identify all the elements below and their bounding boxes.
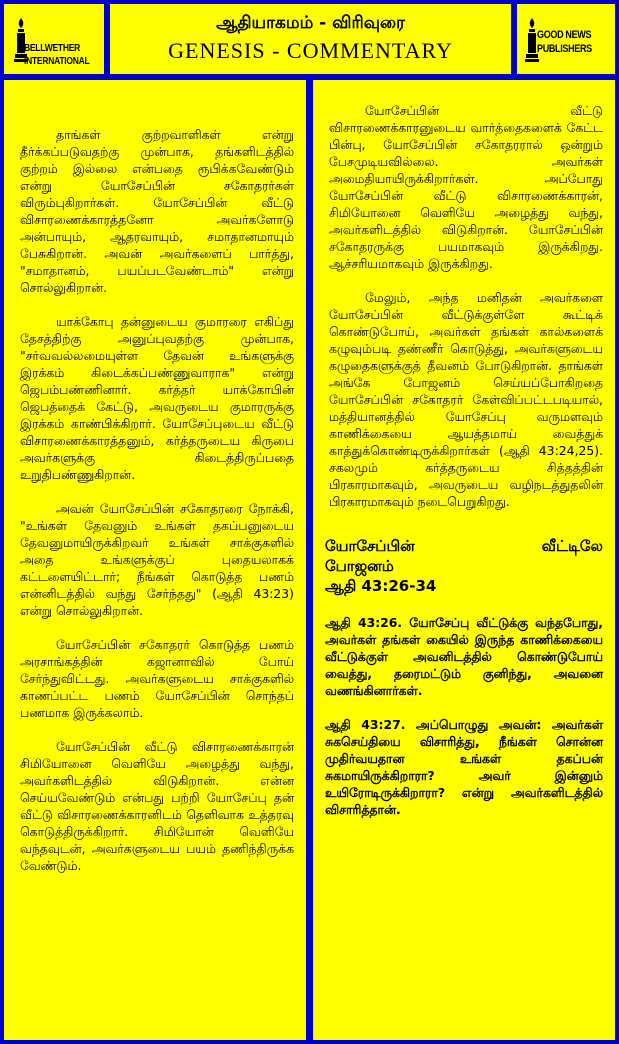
logo-bellwether [4,4,104,74]
verse: ஆதி 43:26. யோசேப்பு வீட்டுக்கு வந்தபோது, அவர்கள் தங்கள் கையில் இருந்த காணிக்கையை வீட்டுக்குள் அவனிடத்தில் கொண்டுபோய் வைத்து, தரைமட்டும் குனிந்து, அவனை வணங்கினார்கள். [325,615,603,698]
section-heading-ref: ஆதி 43:26-34 [325,577,437,595]
logo-right-line2: PUBLISHERS [537,43,592,55]
logo-left-line2: INTERNATIONAL [24,56,90,67]
title-tamil: ஆதியாகமம் - விரிவுரை [216,13,405,33]
paragraph: யாக்கோபு தன்னுடைய குமாரரை எகிப்து தேசத்திற்கு அனுப்புவதற்கு முன்பாக, "சர்வவல்லமையுள்ள தேவன் உங்களுக்கு இரக்கம் கிடைக்கப்பண்ணுவாராக" என்று ஜெபம்பண்ணினார். கர்த்தர் யாக்கோபின் ஜெபத்தைக் கேட்டு, அவருடைய குமாரருக்கு இரக்கம் காண்பிக்கிறார். யோசேப்புடைய வீட்டு விசாரணைக்காரத்தனும், கர்த்தருடைய கிருபை அவர்களுக்கு கிடைத்திருப்பதை உறுதிபண்ணுகிறான். [20,314,294,482]
paragraph: யோசேப்பின் சகோதரர் கொடுத்த பணம் அரசாங்கத்தின் கஜானாவில் போய் சேர்ந்துவிட்டது. அவர்களுடைய சாக்குகளில் காணப்பட்ட பணம் யோசேப்பின் சொந்தப் பணமாக இருக்கலாம். [20,637,294,720]
verse: ஆதி 43:27. அப்பொழுது அவன்: அவர்கள் சுகசெய்தியை விசாரித்து, நீங்கள் சொன்ன முதிர்வயதான உங்கள் தகப்பன் சுகமாயிருக்கிறாரா? அவர் இன்னும் உயிரோடிருக்கிறாரா? என்று அவர்களிடத்தில் விசாரித்தான். [325,717,603,817]
header-title [110,4,511,74]
logo-right-text [537,28,592,56]
logo-left-text [24,42,89,68]
title-english: GENESIS - COMMENTARY [168,38,453,63]
paragraph: மேலும், அந்த மனிதன் அவர்களை யோசேப்பின் வீட்டுக்குள்ளே கூட்டிக் கொண்டுபோய், அவர்கள் தங்கள் கால்களைக் கழுவும்படி தண்ணீர் கொடுத்து, அவர்களுடைய கழுதைகளுக்குத் தீவனம் போடுகிறான். தாங்கள் அங்கே போஜனம் செய்யப்போகிறதை யோசேப்பின் சகோதரர் கேள்விப்பட்டபடியால், மத்தியானத்தில் யோசேப்பு வருமளவும் காணிக்கையை ஆயத்தமாய் வைத்துக் காத்துக்கொண்டிருக்கிறார்கள் (ஆதி 43:24,25). சகலமும் கர்த்தருடைய சித்தத்தின் பிரகாரமாகவும், அவருடைய வழிநடத்துதலின் பிரகாரமாகவும் நடைபெறுகிறது. [329,290,603,509]
paragraph: யோசேப்பின் வீட்டு விசாரணைக்காரனுடைய வார்த்தைகளைக் கேட்ட பின்பு, யோசேப்பின் சகோதரரால் ஒன்றும் பேசமுடியவில்லை. அவர்கள் அமைதியாயிருக்கிறார்கள். அப்போது யோசேப்பின் வீட்டு விசாரணைக்காரன், சிமியோனை வெளியே அழைத்து வந்து, அவர்களிடத்தில் விடுகிறான். யோசேப்பின் சகோதரருக்கு பயமாகவும் இருக்கிறது. ஆச்சரியமாகவும் இருக்கிறது. [329,103,603,271]
right-column [313,80,615,1040]
paragraph: யோசேப்பின் வீட்டு விசாரணைக்காரன் சிமியோனை வெளியே அழைத்து வந்து, அவர்களிடத்தில் விடுகிறான். என்ன செய்யவேண்டும் என்பது பற்றி யோசேப்பு தன் வீட்டு விசாரணைக்காரனிடம் தெளிவாக உத்தரவு கொடுத்திருக்கிறார். சிமியோன் வெளியே வந்தவுடன், அவர்களுடைய பயம் தணிந்திருக்க வேண்டும். [20,739,294,873]
section-heading [313,536,615,596]
logo-good-news [517,4,615,74]
section-heading-line1: யோசேப்பின் வீட்டிலே [325,537,603,555]
paragraph: அவன் யோசேப்பின் சகோதரரை நோக்கி, "உங்கள் தேவனும் உங்கள் தகப்பனுடைய தேவனுமாயிருக்கிறவர் உங்கள் சாக்குகளில் அதை உங்களுக்குப் புதையலாகக் கட்டளையிட்டார்; நீங்கள் கொடுத்த பணம் என்னிடத்தில் வந்து சேர்ந்தது" (ஆதி 43:23) என்று சொல்லுகிறான். [20,501,294,618]
section-heading-line2: போஜனம் [325,557,394,575]
paragraph: தாங்கள் குற்றவாளிகள் என்று தீர்க்கப்படுவதற்கு முன்பாக, தங்களிடத்தில் குற்றம் இல்லை என்பதை ரூபிக்கவேண்டும் என்று யோசேப்பின் சகோதரர்கள் விரும்புகிறார்கள். யோசேப்பின் வீட்டு விசாரணைக்காரத்தனோ அவர்களோடு அன்பாயும், ஆதரவாயும், சமாதானமாயும் பேசுகிறான். அவன் அவர்களைப் பார்த்து, "சமாதானம், பயப்படவேண்டாம்" என்று சொல்லுகிறான். [20,127,294,295]
logo-right-line1: GOOD NEWS [537,29,592,41]
left-column [4,80,306,1040]
logo-left-line1: BELLWETHER [24,43,81,54]
